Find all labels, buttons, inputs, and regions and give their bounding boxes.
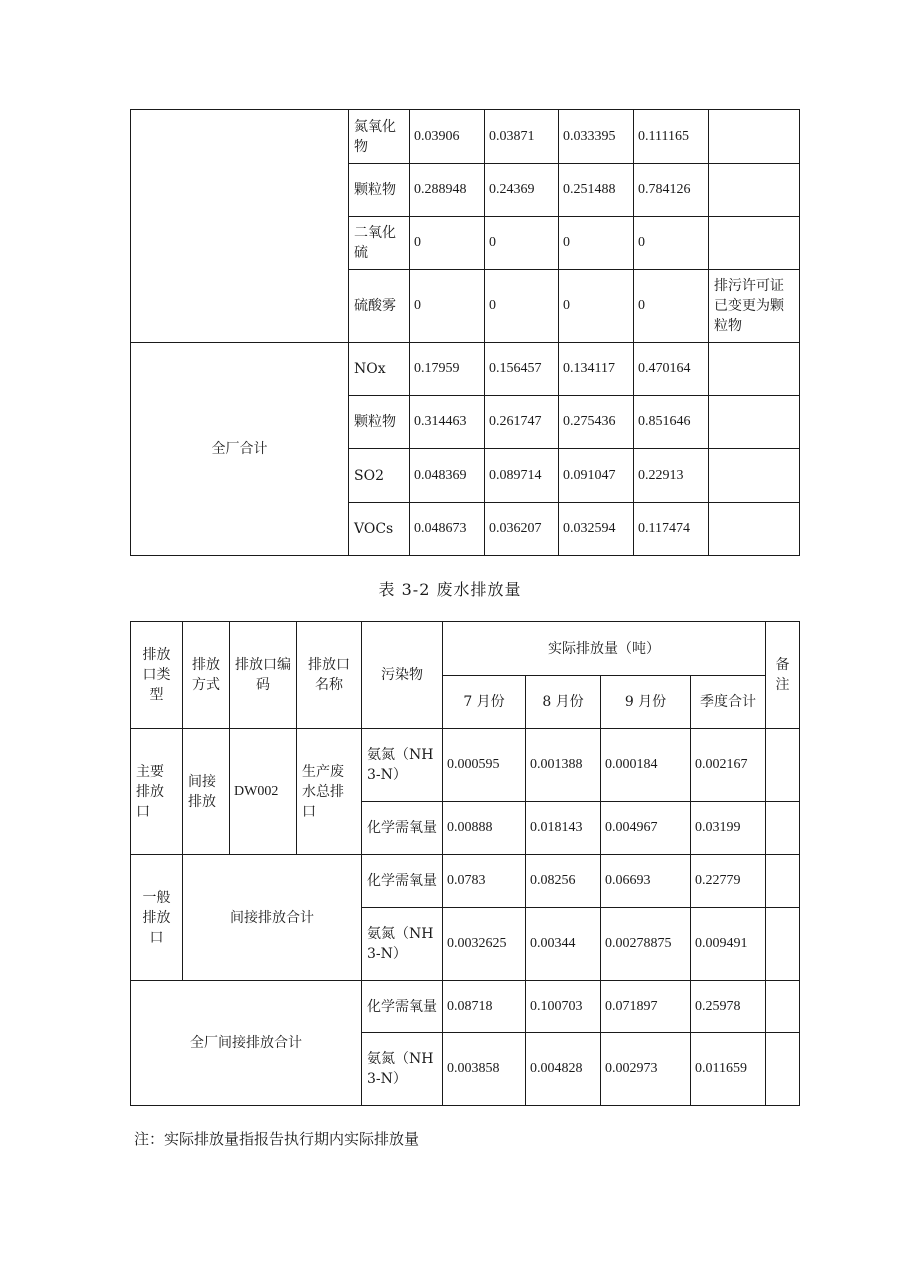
- header-method: 排放方式: [183, 622, 230, 729]
- table-row: [131, 110, 800, 164]
- pollutant-cell: 氨氮（NH3-N）: [362, 908, 443, 981]
- total-value: 0.470164: [634, 343, 709, 396]
- aug-value: 0.100703: [526, 981, 601, 1033]
- jul-value: 0.0783: [443, 855, 526, 908]
- remark-cell: [766, 855, 800, 908]
- aug-value: 0: [485, 217, 559, 270]
- remark-cell: [709, 343, 800, 396]
- total-value: 0.22779: [691, 855, 766, 908]
- total-value: 0.22913: [634, 449, 709, 503]
- jul-value: 0: [410, 217, 485, 270]
- remark-cell: [709, 217, 800, 270]
- pollutant-cell: 氮氧化物: [349, 110, 410, 164]
- jul-value: 0.314463: [410, 396, 485, 449]
- header-remark: 备注: [766, 622, 800, 729]
- code-cell: DW002: [230, 729, 297, 855]
- table-row: [131, 981, 800, 1033]
- method-cell: 间接排放: [183, 729, 230, 855]
- header-pollutant: 污染物: [362, 622, 443, 729]
- sep-value: 0.251488: [559, 164, 634, 217]
- outlet-type-cell: 一般排放口: [131, 855, 183, 981]
- header-jul: 7 月份: [443, 676, 526, 729]
- total-value: 0.011659: [691, 1033, 766, 1106]
- jul-value: 0.048673: [410, 503, 485, 556]
- table-row: [131, 729, 800, 802]
- remark-cell: [709, 449, 800, 503]
- header-row: [131, 622, 800, 676]
- total-value: 0.111165: [634, 110, 709, 164]
- header-name: 排放口名称: [297, 622, 362, 729]
- sep-value: 0.032594: [559, 503, 634, 556]
- pollutant-cell: 硫酸雾: [349, 270, 410, 343]
- outlet-name-cell: 生产废水总排口: [297, 729, 362, 855]
- table-caption: 表 3-2 废水排放量: [378, 580, 522, 599]
- wastewater-emissions-table: [130, 621, 800, 1106]
- jul-value: 0.048369: [410, 449, 485, 503]
- total-value: 0: [634, 217, 709, 270]
- pollutant-cell: 化学需氧量: [362, 981, 443, 1033]
- header-code: 排放口编码: [230, 622, 297, 729]
- aug-value: 0.018143: [526, 802, 601, 855]
- total-value: 0: [634, 270, 709, 343]
- jul-value: 0.17959: [410, 343, 485, 396]
- total-value: 0.117474: [634, 503, 709, 556]
- remark-cell: [709, 164, 800, 217]
- header-quarter: 季度合计: [691, 676, 766, 729]
- outlet-group-cell: [131, 110, 349, 343]
- remark-cell: [709, 396, 800, 449]
- aug-value: 0.08256: [526, 855, 601, 908]
- sep-value: 0.06693: [601, 855, 691, 908]
- pollutant-cell: 颗粒物: [349, 396, 410, 449]
- remark-cell: [709, 110, 800, 164]
- total-value: 0.002167: [691, 729, 766, 802]
- sep-value: 0: [559, 270, 634, 343]
- jul-value: 0.00888: [443, 802, 526, 855]
- plant-indirect-total-label: 全厂间接排放合计: [131, 981, 362, 1106]
- total-value: 0.851646: [634, 396, 709, 449]
- jul-value: 0.0032625: [443, 908, 526, 981]
- sep-value: 0.091047: [559, 449, 634, 503]
- total-value: 0.784126: [634, 164, 709, 217]
- pollutant-cell: SO2: [349, 449, 410, 503]
- pollutant-cell: 化学需氧量: [362, 855, 443, 908]
- sep-value: 0: [559, 217, 634, 270]
- jul-value: 0.288948: [410, 164, 485, 217]
- air-emissions-table-continued: [130, 109, 800, 556]
- aug-value: 0.03871: [485, 110, 559, 164]
- remark-cell: [709, 503, 800, 556]
- remark-cell: [766, 981, 800, 1033]
- aug-value: 0: [485, 270, 559, 343]
- jul-value: 0.000595: [443, 729, 526, 802]
- plant-total-label: 全厂合计: [131, 343, 349, 556]
- total-value: 0.25978: [691, 981, 766, 1033]
- header-actual-emissions: 实际排放量（吨）: [443, 622, 766, 676]
- outlet-type-cell: 主要排放口: [131, 729, 183, 855]
- sep-value: 0.002973: [601, 1033, 691, 1106]
- pollutant-cell: 二氧化硫: [349, 217, 410, 270]
- remark-cell: [766, 908, 800, 981]
- remark-cell: [766, 729, 800, 802]
- aug-value: 0.036207: [485, 503, 559, 556]
- sep-value: 0.134117: [559, 343, 634, 396]
- sep-value: 0.00278875: [601, 908, 691, 981]
- pollutant-cell: VOCs: [349, 503, 410, 556]
- remark-cell: [766, 802, 800, 855]
- header-aug: 8 月份: [526, 676, 601, 729]
- remark-cell: 排污许可证已变更为颗粒物: [709, 270, 800, 343]
- total-value: 0.009491: [691, 908, 766, 981]
- jul-value: 0.03906: [410, 110, 485, 164]
- pollutant-cell: 颗粒物: [349, 164, 410, 217]
- pollutant-cell: 化学需氧量: [362, 802, 443, 855]
- sep-value: 0.000184: [601, 729, 691, 802]
- aug-value: 0.24369: [485, 164, 559, 217]
- pollutant-cell: NOx: [349, 343, 410, 396]
- header-outlet-type: 排放口类型: [131, 622, 183, 729]
- table-row: [131, 343, 800, 396]
- indirect-total-label: 间接排放合计: [183, 855, 362, 981]
- sep-value: 0.071897: [601, 981, 691, 1033]
- jul-value: 0: [410, 270, 485, 343]
- aug-value: 0.261747: [485, 396, 559, 449]
- sep-value: 0.033395: [559, 110, 634, 164]
- aug-value: 0.004828: [526, 1033, 601, 1106]
- header-sep: 9 月份: [601, 676, 691, 729]
- sep-value: 0.275436: [559, 396, 634, 449]
- jul-value: 0.003858: [443, 1033, 526, 1106]
- table-row: [131, 855, 800, 908]
- aug-value: 0.156457: [485, 343, 559, 396]
- remark-cell: [766, 1033, 800, 1106]
- jul-value: 0.08718: [443, 981, 526, 1033]
- pollutant-cell: 氨氮（NH3-N）: [362, 1033, 443, 1106]
- aug-value: 0.00344: [526, 908, 601, 981]
- table-footnote: 注：实际排放量指报告执行期内实际排放量: [134, 1130, 420, 1148]
- sep-value: 0.004967: [601, 802, 691, 855]
- aug-value: 0.089714: [485, 449, 559, 503]
- pollutant-cell: 氨氮（NH3-N）: [362, 729, 443, 802]
- aug-value: 0.001388: [526, 729, 601, 802]
- total-value: 0.03199: [691, 802, 766, 855]
